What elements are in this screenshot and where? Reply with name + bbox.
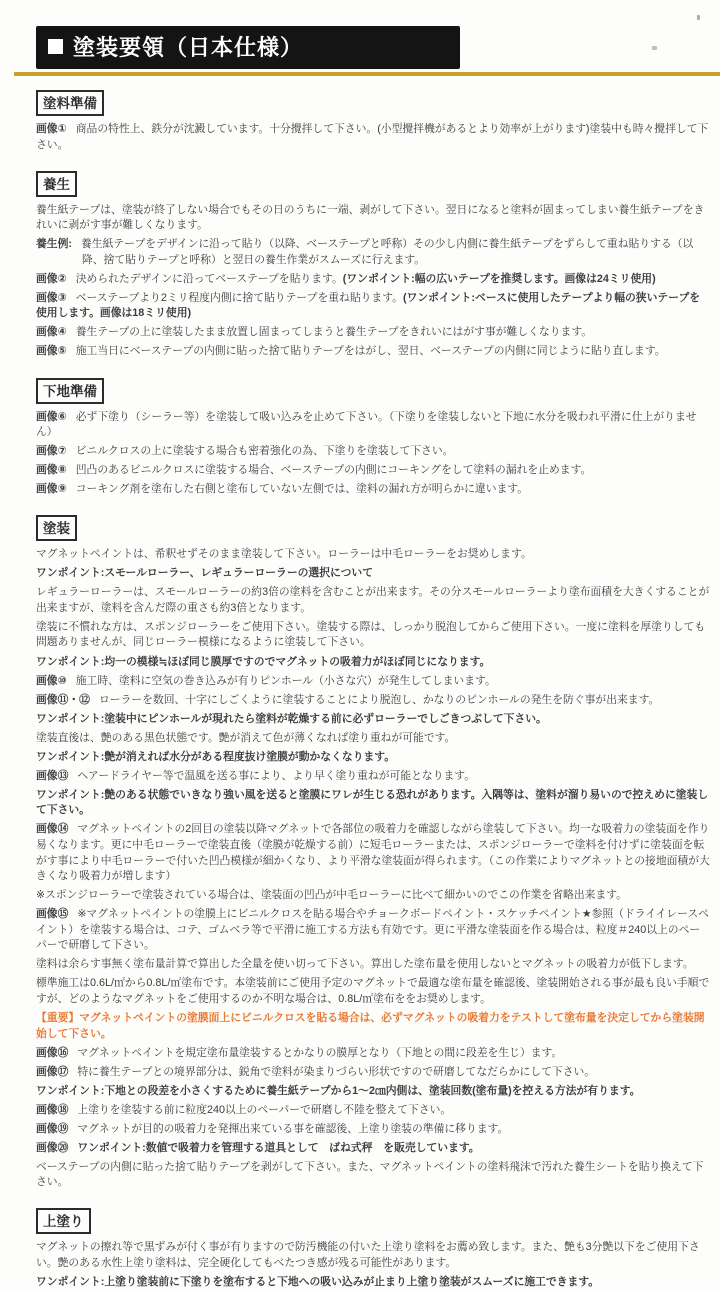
instruction-line <box>36 907 710 954</box>
line-text: 塗料は余らす事無く塗布量計算で算出した全量を使い切って下さい。算出した塗布量を使用しないとマグネットの吸着力が低下します。 <box>36 958 694 971</box>
instruction-line <box>36 1046 710 1062</box>
important-notice-line <box>36 1011 710 1042</box>
line-text: 養生テープの上に塗装したまま放置し固まってしまうと養生テープをきれいにはがす事が難しくなります。 <box>75 326 593 339</box>
instruction-line <box>36 731 710 747</box>
line-text: ヘアードライヤー等で温風を送る事により、より早く塗り重ねが可能となります。 <box>77 769 476 782</box>
instruction-line <box>36 291 710 322</box>
instruction-line <box>36 769 710 785</box>
instruction-line <box>36 888 710 904</box>
image-ref-label: 画像⑮ <box>36 908 69 921</box>
line-text: 施工当日にベーステープの内側に貼った捨て貼りテープをはがし、翌日、ベーステープの内側に同じように貼り直します。 <box>75 345 666 358</box>
section-painting <box>36 501 710 1191</box>
instruction-line <box>36 1065 710 1081</box>
line-text: コーキング剤を塗布した右側と塗布していない左側では、塗料の漏れ方が明らかに違います。 <box>75 483 529 496</box>
instruction-line <box>36 957 710 973</box>
line-text: 塗装に不慣れな方は、スポンジローラーをご使用下さい。塗装する際は、しっかり脱泡してからご使用下さい。一度に塗料を厚塗りしても問題ありませんが、同じローラー模様になるように塗装して下さい。 <box>36 620 706 649</box>
section-heading: 養生 <box>36 171 77 197</box>
line-text: 上塗りを塗装する前に粒度240以上のペーパーで研磨し不陸を整えて下さい。 <box>77 1103 452 1116</box>
instruction-line <box>36 976 710 1007</box>
section-paint-preparation <box>36 76 710 153</box>
section-heading: 上塗り <box>36 1208 91 1234</box>
line-text: 凹凸のあるビニルクロスに塗装する場合、ベーステープの内側にコーキングをして塗料の漏れを止めます。 <box>75 464 592 477</box>
instruction-line <box>36 620 710 651</box>
line-text: レギュラーローラーは、スモールローラーの約3倍の塗料を含むことが出来ます。その分スモールローラーより塗布面積を大きくすることが出来ますが、塗料を含んだ際の重さも約3倍となります。 <box>36 586 710 614</box>
line-strong-text: (ワンポイント:幅の広いテープを推奨します。画像は24ミリ使用) <box>342 272 656 285</box>
instruction-line <box>36 463 710 479</box>
page-title: 塗装要領（日本仕様） <box>73 35 304 60</box>
line-text: 養生紙テープは、塗装が終了しない場合でもその日のうちに一端、剥がして下さい。翌日になると塗料が固まってしまい養生紙テープをきれいに剥がす事が難しくなります。 <box>36 203 705 232</box>
line-text: 商品の特性上、鉄分が沈澱しています。十分攪拌して下さい。(小型攪拌機があるとより効率が上がります)塗装中も時々攪拌して下さい。 <box>36 123 709 151</box>
image-ref-label: 画像⑤ <box>36 345 67 358</box>
line-text: ※スポンジローラーで塗装されている場合は、塗装面の凹凸が中毛ローラーに比べて細かいのでこの作業を省略出来ます。 <box>36 889 627 902</box>
line-strong-text: ワンポイント:艶のある状態でいきなり強い風を送ると塗膜にワレが生じる恐れがあります。入隅等は、塗料が溜り易いので控えめに塗装して下さい。 <box>36 788 709 817</box>
section-topcoat <box>36 1194 710 1290</box>
instruction-line <box>36 750 710 766</box>
section-heading: 下地準備 <box>36 378 104 404</box>
line-text: マグネットペイントの2回目の塗装以降マグネットで各部位の吸着力を確認しながら塗装して下さい。均一な吸着力の塗装面を作り易くなります。更に中毛ローラーで塗装直後（塗膜が乾燥する前）に短毛ローラーまたは、スポンジローラーで塗料を付けずに塗装面を転がす事により中毛ローラーで付いた凹凸模様が細かくなり、より平滑な塗装面が得られます。（この作業によりマグネットとの接地面積が大きくなり吸着力が増します） <box>36 823 710 883</box>
line-text: ※マグネットペイントの塗膜上にビニルクロスを貼る場合やチョークボードペイント・スケッチペイント★参照（ドライイレースペイント）を塗装する場合は、コテ、ゴムベラ等で平滑に施工する方法も有効です。更に平滑な塗装面を作る場合は、粒度＃240以上のペーパーで研磨して下さい。 <box>36 908 709 952</box>
line-text: マグネットペイントを規定塗布量塗装するとかなりの膜厚となり（下地との間に段差を生じ）ます。 <box>77 1046 563 1059</box>
line-text: 施工時、塗料に空気の巻き込みが有りピンホール（小さな穴）が発生してしまいます。 <box>75 674 496 687</box>
instruction-line <box>36 325 710 341</box>
instruction-line <box>36 566 710 582</box>
instruction-line <box>36 237 710 268</box>
scan-speck <box>697 15 700 20</box>
image-ref-label: 画像⑭ <box>36 823 69 836</box>
instruction-line <box>36 788 710 819</box>
image-ref-label: 画像⑥ <box>36 410 67 423</box>
image-ref-label: 画像⑦ <box>36 445 67 458</box>
image-ref-label: 画像⑩ <box>36 674 67 687</box>
image-ref-label: 画像⑰ <box>36 1065 69 1078</box>
line-text: マグネットが目的の吸着力を発揮出来ている事を確認後、上塗り塗装の準備に移ります。 <box>77 1122 509 1135</box>
line-strong-text: 【重要】マグネットペイントの塗膜面上にビニルクロスを貼る場合は、必ずマグネットの吸着力をテストして塗布量を決定してから塗装開始して下さい。 <box>36 1011 705 1040</box>
line-text: 養生紙テープをデザインに沿って貼り（以降、ベーステープと呼称）その少し内側に養生紙テープをずらして重ね貼りする（以降、捨て貼りテープと呼称）と翌日の養生作業がスムーズに行えます。 <box>81 238 694 266</box>
line-strong-text: ワンポイント:上塗り塗装前に下塗りを塗布すると下地への吸い込みが止まり上塗り塗装がスムーズに施工できます。 <box>36 1276 600 1289</box>
line-text: 決められたデザインに沿ってベーステープを貼ります。 <box>75 272 343 285</box>
line-strong-text: ワンポイント:スモールローラー、レギュラーローラーの選択について <box>36 567 373 580</box>
section-substrate-preparation <box>36 364 710 498</box>
image-ref-label: 画像⑯ <box>36 1046 69 1059</box>
instruction-line <box>36 1240 710 1271</box>
scan-speck <box>652 46 657 50</box>
image-ref-label: 画像② <box>36 272 67 285</box>
image-ref-label: 画像⑬ <box>36 769 69 782</box>
instruction-line <box>36 822 710 884</box>
line-text: ビニルクロスの上に塗装する場合も密着強化の為、下塗りを塗装して下さい。 <box>75 445 454 458</box>
instruction-line <box>36 693 710 709</box>
instruction-line <box>36 1141 710 1157</box>
image-ref-label: 画像⑧ <box>36 464 67 477</box>
image-ref-label: 画像⑪・⑫ <box>36 693 90 706</box>
example-label: 養生例: <box>36 238 72 251</box>
line-text: ローラーを数回、十字にしごくように塗装することにより脱泡し、かなりのピンホールの発生を防ぐ事が出来ます。 <box>98 693 660 706</box>
line-strong-text: ワンポイント:数値で吸着力を管理する道具として ばね式秤 を販売しています。 <box>77 1141 480 1154</box>
instruction-line <box>36 122 710 153</box>
line-strong-text: ワンポイント:艶が消えれば水分がある程度抜け塗膜が動かなくなります。 <box>36 750 396 763</box>
instruction-line <box>36 1103 710 1119</box>
instruction-line <box>36 1275 710 1291</box>
instruction-line <box>36 203 710 234</box>
page-title-bar <box>36 26 460 69</box>
image-ref-label: 画像① <box>36 123 67 135</box>
line-text: 特に養生テープとの境界部分は、鋭角で塗料が染まりづらい形状ですので研磨してなだらかにして下さい。 <box>77 1065 596 1078</box>
instruction-line <box>36 410 710 441</box>
instruction-line <box>36 712 710 728</box>
image-ref-label: 画像⑲ <box>36 1122 69 1135</box>
line-text: 塗装直後は、艶のある黒色状態です。艶が消えて色が薄くなれば塗り重ねが可能です。 <box>36 731 456 744</box>
instruction-line <box>36 547 710 563</box>
section-masking <box>36 157 710 360</box>
image-ref-label: 画像④ <box>36 326 67 339</box>
section-heading: 塗装 <box>36 515 77 541</box>
instruction-line <box>36 1122 710 1138</box>
image-ref-label: 画像⑳ <box>36 1141 69 1154</box>
instruction-line <box>36 444 710 460</box>
instruction-line <box>36 272 710 288</box>
line-text: マグネットの擦れ等で黒ずみが付く事が有りますので防汚機能の付いた上塗り塗料をお薦め致します。また、艶も3分艶以下をご使用下さい。艶のある水性上塗り塗料は、完全硬化してもべたつき感が残る可能性があります。 <box>36 1241 700 1269</box>
line-strong-text: ワンポイント:均一の模様≒ほぼ同じ膜厚ですのでマグネットの吸着力がほぼ同じになります。 <box>36 655 491 668</box>
instruction-line <box>36 344 710 360</box>
image-ref-label: 画像⑱ <box>36 1103 69 1116</box>
line-strong-text: (ワンポイント:ベースに使用したテープより幅の狭いテープを使用します。画像は18ミリ使用) <box>36 291 701 320</box>
instruction-line <box>36 1160 710 1191</box>
line-strong-text: ワンポイント:塗装中にピンホールが現れたら塗料が乾燥する前に必ずローラーでしごきつぶして下さい。 <box>36 712 547 725</box>
line-text: ベーステープの内側に貼った捨て貼りテープを剥がして下さい。また、マグネットペイントの塗料飛沫で汚れた養生シートを貼り換えて下さい。 <box>36 1160 704 1189</box>
title-square-icon <box>48 39 63 54</box>
instruction-line <box>36 482 710 498</box>
line-text: ベーステープより2ミリ程度内側に捨て貼りテープを重ね貼ります。 <box>75 291 403 304</box>
line-text: 必ず下塗り（シーラー等）を塗装して吸い込みを止めて下さい。（下塗りを塗装しないと下地に水分を吸われ平滑に仕上がりません） <box>36 410 697 439</box>
instruction-line <box>36 655 710 671</box>
line-text: マグネットペイントは、希釈せずそのまま塗装して下さい。ローラーは中毛ローラーをお奨めします。 <box>36 548 532 561</box>
image-ref-label: 画像③ <box>36 291 67 304</box>
line-strong-text: ワンポイント:下地との段差を小さくするために養生紙テープから1～2㎝内側は、塗装回数(塗布量)を控える方法が有ります。 <box>36 1084 641 1097</box>
line-text: 標準施工は0.6L/㎡から0.8L/㎡塗布です。本塗装前にご使用予定のマグネットで最適な塗布量を確認後、塗装開始される事が最も良い手順ですが、どのようなマグネットをご使用するのか不明な場合は、0.8L/㎡塗布ををお奨めします。 <box>36 977 710 1005</box>
instruction-line <box>36 1084 710 1100</box>
instruction-line <box>36 674 710 690</box>
section-heading: 塗料準備 <box>36 90 104 116</box>
instruction-line <box>36 585 710 616</box>
image-ref-label: 画像⑨ <box>36 483 67 496</box>
